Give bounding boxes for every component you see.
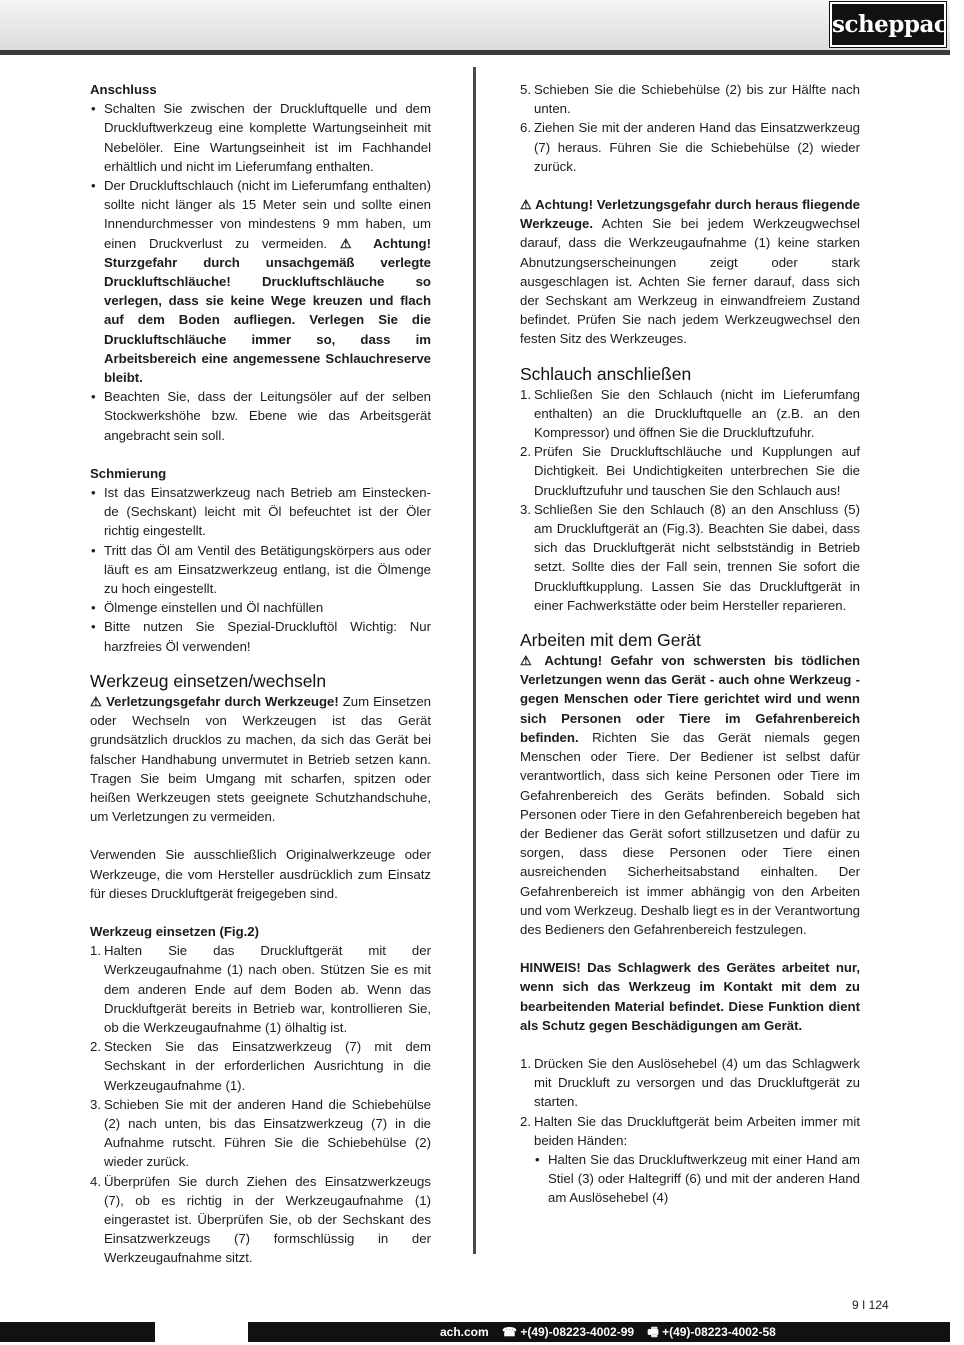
left-column xyxy=(90,80,431,1268)
step-item: 5. Schieben Sie die Schiebehülse (2) bis zur Hälfte nach unten. xyxy=(520,82,860,117)
step-item: 2. Halten Sie das Druckluftgerät beim Arbeiten immer mit beiden Händen: xyxy=(520,1113,860,1148)
step-item: 1. Drücken Sie den Auslösehebel (4) um das Schlagwerk mit Druckluft zu versorgen und das Druckluftgerät zu starten. xyxy=(520,1055,860,1110)
paragraph: ⚠ Achtung! Verletzungsgefahr durch heraus fliegende Werkzeuge. Achten Sie bei jedem Werkzeugwechsel darauf, dass die Werkzeugaufnahme (1) keine starken Abnutzungserscheinungen zeigt oder stark ausgeschlagen ist. Achten Sie ferner darauf, dass sich der Sechskant am Werkzeug in einwandfreiem Zustand befindet. Prüfen Sie nach jedem Werkzeugwechsel den festen Sitz des Werkzeuges. xyxy=(520,197,860,347)
heading-schlauch: Schlauch anschließen xyxy=(520,363,692,384)
step-item: 3. Schieben Sie mit der anderen Hand die Schiebehülse (2) nach unten, bis das Einsatzwerkzeug (7) in die Aufnahme rutscht. Führen Sie die Schiebehülse (2) wieder zurück. xyxy=(90,1096,431,1170)
footer-website[interactable]: ach.com xyxy=(440,1325,489,1339)
arbeiten-sub-list xyxy=(520,1150,860,1208)
schlauch-steps xyxy=(520,385,860,615)
column-divider xyxy=(473,67,476,1254)
page-number: 9 I 124 xyxy=(852,1298,889,1312)
heading-arbeiten: Arbeiten mit dem Gerät xyxy=(520,630,701,651)
anschluss-list xyxy=(90,99,431,445)
paragraph: ⚠ Verletzungsgefahr durch Werkzeuge! Zum Einsetzen oder Wechseln von Werkzeugen ist das Gerät grundsätzlich drucklos zu machen, da sich das Gerät bei falscher Handhabung unvermutet in Betrieb setzen kann. Tragen Sie beim Umgang mit scharfen, spitzen oder heißen Werkzeugen stets geeignete Schutzhandschuhe, um Verletzungen zu vermeiden. xyxy=(90,693,431,825)
list-item: • Tritt das Öl am Ventil des Betätigungskörpers aus oder läuft es am Einsatzwerkzeug entlang, ist die Ölmenge zu hoch eingestellt. xyxy=(90,541,431,599)
paragraph: Verwenden Sie ausschließlich Originalwerkzeuge oder Werkzeuge, die vom Hersteller ausdrücklich zum Einsatz für dieses Druckluftgerät freigegeben sind. xyxy=(90,847,431,901)
brand-logo: scheppach xyxy=(830,2,946,47)
footer-phone: ☎ +(49)-08223-4002-99 xyxy=(502,1325,635,1339)
paragraph: ⚠ Achtung! Gefahr von schwersten bis tödlichen Verletzungen wenn das Gerät - auch ohne Werkzeug - gegen Menschen oder Tiere gerichtet wird und wenn sich Personen oder Tiere im Gefahrenbereich befinden. Richten Sie das Gerät niemals gegen Menschen oder Tiere. Der Bediener ist selbst dafür verantwortlich, dass sich keine Personen oder Tiere im Gefahrenbereich des Geräts befinden. Sobald sich Personen oder Tiere in den Gefahrenbereich begeben hat der Bediener das Gerät sofort stillzusetzen und dafür zu sorgen, dass diese Personen oder Tiere einen ausreichenden Sicherheitsabstand einhalten. Der Gefahrenbereich ist immer abhängig von den Arbeiten und vom Werkzeug. Deshalb liegt es in der Verantwortung des Bedieners den Gefahrenbereich festzulegen. xyxy=(520,653,860,937)
list-item: • Halten Sie das Druckluftwerkzeug mit einer Hand am Stiel (3) oder Haltegriff (6) und mit der anderen Hand am Auslösehebel (4) xyxy=(520,1150,860,1208)
section-title-anschluss: Anschluss xyxy=(90,82,157,97)
list-item: • Ist das Einsatzwerkzeug nach Betrieb am Einstecken-de (Sechskant) leicht mit Öl befeuchtet ist der Öler richtig eingestellt. xyxy=(90,483,431,541)
schmierung-list xyxy=(90,483,431,656)
footer-fax: 🖷 +(49)-08223-4002-58 xyxy=(647,1325,776,1339)
warning-text: ⚠ Verletzungsgefahr durch Werkzeuge! xyxy=(90,693,339,709)
werkzeug-steps-continued xyxy=(520,80,860,176)
werkzeug-steps xyxy=(90,941,431,1267)
hinweis-note: HINWEIS! Das Schlagwerk des Gerätes arbeitet nur, wenn sich das Werkzeug im Kontakt mit dem zu bearbeitenden Material befindet. Diese Funktion dient als Schutz gegen Beschädigungen am Gerät. xyxy=(520,960,860,1033)
warning-text: ⚠ Achtung! Gefahr von schwersten bis tödlichen Verletzungen wenn das Gerät - auch ohne Werkzeug - gegen Menschen oder Tiere gerichtet wird und wenn sich Personen oder Tiere im Gefahrenbereich befinden. xyxy=(520,653,860,745)
footer-contact xyxy=(440,1322,786,1342)
arbeiten-steps xyxy=(520,1054,860,1150)
list-item: • Schalten Sie zwischen der Druckluftquelle und dem Druckluftwerkzeug eine komplette Wartungseinheit mit Nebelöler. Eine Wartungseinheit ist im Fachhandel erhältlich und nicht im Lieferumfang enthalten. xyxy=(90,99,431,176)
step-item: 1. Schließen Sie den Schlauch (nicht im Lieferumfang enthalten) an die Druckluftquelle an (z.B. an den Kompressor) und öffnen Sie die Druckluftzufuhr. xyxy=(520,386,860,441)
header-band xyxy=(0,0,950,50)
step-item: 2. Prüfen Sie Druckluftschläuche und Kupplungen auf Dichtigkeit. Bei Undichtigkeiten unterbrechen Sie die Druckluftzufuhr und tauschen Sie den Schlauch aus! xyxy=(520,444,860,498)
section-title-schmierung: Schmierung xyxy=(90,465,167,481)
right-column xyxy=(520,80,860,1208)
list-item: • Ölmenge einstellen und Öl nachfüllen xyxy=(90,598,431,617)
footer-gap xyxy=(155,1322,248,1342)
list-item: • Bitte nutzen Sie Spezial-Druckluftöl Wichtig: Nur harzfreies Öl verwenden! xyxy=(90,617,431,655)
warning-text: ⚠ Achtung! Sturzgefahr durch unsachgemäß verlegte Druckluftschläuche! Druckluftschläuche so verlegen, dass sie keine Wege kreuzen und flach auf dem Boden aufliegen. Verlegen Sie die Druckluftschläuche immer so, dass im Arbeitsbereich eine angemessene Schlauchreserve bleibt. xyxy=(104,235,431,386)
heading-werkzeug: Werkzeug einsetzen/wechseln xyxy=(90,670,327,691)
step-item: 4. Überprüfen Sie durch Ziehen des Einsatzwerkzeugs (7), ob es richtig in der Werkzeugaufnahme (1) eingerastet ist. Überprüfen Sie, ob der Sechskant des Einsatzwerkzeugs (7) formschlüssig in der Werkzeugaufnahme sitzt. xyxy=(90,1173,431,1266)
subheading-werkzeug-einsetzen: Werkzeug einsetzen (Fig.2) xyxy=(90,923,260,939)
list-item xyxy=(90,176,431,387)
step-item: 6. Ziehen Sie mit der anderen Hand das Einsatzwerkzeug (7) heraus. Führen Sie die Schiebehülse (2) wieder zurück. xyxy=(520,120,860,174)
step-item: 2. Stecken Sie das Einsatzwerkzeug (7) mit dem Sechskant in der erforderlichen Ausrichtung in die Werkzeugaufnahme (1). xyxy=(90,1039,431,1093)
list-item: • Beachten Sie, dass der Leitungsöler auf der selben Stockwerkshöhe bzw. Ebene wie das Arbeitsgerät angebracht sein soll. xyxy=(90,387,431,445)
header-rule xyxy=(0,50,950,55)
list-item-text: Der Druckluftschlauch (nicht im Lieferumfang enthalten) sollte nicht länger als 15 Meter sein und sollte einen Innendurchmesser von mindestens 9 mm haben, um einen Druckverlust zu vermeiden. xyxy=(104,178,431,251)
step-item: 1. Halten Sie das Druckluftgerät mit der Werkzeugaufnahme (1) nach oben. Stützen Sie es mit dem anderen Ende auf dem Boden ab. Wenn das Druckluftgerät bereits in Betrieb war, kontrollieren Sie, ob die Werkzeugaufnahme (1) ölhaltig ist. xyxy=(90,943,431,1035)
warning-text: ⚠ Achtung! Verletzungsgefahr durch heraus fliegende Werkzeuge. xyxy=(520,197,860,232)
step-item: 3. Schließen Sie den Schlauch (8) an den Anschluss (5) am Druckluftgerät an (Fig.3). Beachten Sie dabei, dass sich das Druckluftgerät nicht selbstständig in Betrieb setzt. Sollte dies der Fall sein, trennen Sie sofort die Druckluftkupplung. Lassen Sie das Druckluftgerät in einer Fachwerkstätte oder beim Hersteller reparieren. xyxy=(520,501,860,613)
